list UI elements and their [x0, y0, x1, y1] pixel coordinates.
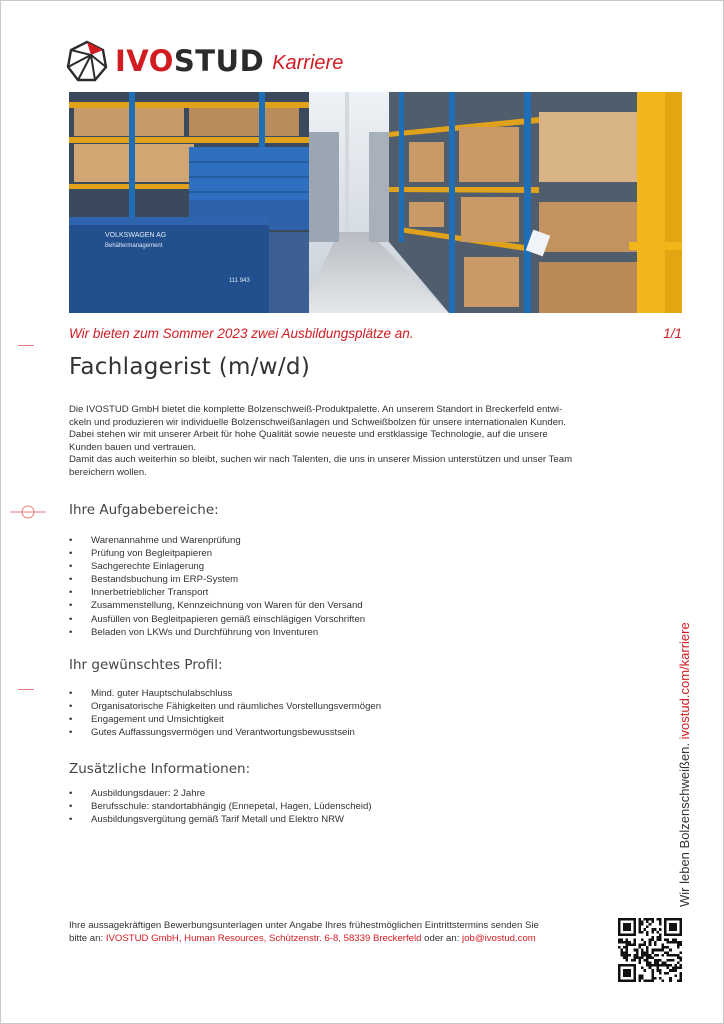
list-item: • Ausbildungsvergütung gemäß Tarif Metall und Elektro NRW: [69, 813, 372, 826]
vertical-slogan: [677, 622, 692, 907]
company-address: IVOSTUD GmbH, Human Resources, Schützenstr. 6-8, 58339 Breckerfeld: [105, 933, 422, 944]
slogan-text: Wir leben Bolzenschweißen.: [677, 742, 692, 907]
list-item: • Bestandsbuchung im ERP-System: [69, 573, 365, 586]
section-heading-profile: Ihr gewünschtes Profil:: [69, 657, 223, 673]
tasks-list: [69, 534, 365, 639]
brand-name-dark: STUD: [173, 44, 265, 78]
page-title: Fachlagerist (m/w/d): [69, 354, 311, 380]
intro-line: Damit das auch weiterhin so bleibt, suchen wir nach Talenten, die uns in unserer Mission unterstützen und unser Team: [69, 454, 573, 466]
section-heading-tasks: Ihre Aufgabebereiche:: [69, 502, 219, 518]
footer-line2: [69, 932, 589, 945]
subline: Wir bieten zum Sommer 2023 zwei Ausbildungsplätze an.: [69, 326, 414, 341]
warehouse-photo: [69, 92, 682, 313]
email-link[interactable]: job@ivostud.com: [462, 933, 536, 944]
list-item: • Sachgerechte Einlagerung: [69, 560, 365, 573]
footer-line1: Ihre aussagekräftigen Bewerbungsunterlagen unter Angabe Ihres frühestmöglichen Eintrittstermins senden Sie: [69, 920, 539, 931]
list-item: • Organisatorische Fähigkeiten und räumliches Vorstellungsvermögen: [69, 700, 381, 713]
intro-line: Dabei stehen wir mit unserer Arbeit für hohe Qualität sowie neueste und erstklassige Technologie, auf die unsere: [69, 429, 548, 441]
box-number: 111 943: [229, 278, 250, 284]
list-item: • Gutes Auffassungsvermögen und Verantwortungsbewusstsein: [69, 726, 381, 739]
list-item: • Ausbildungsdauer: 2 Jahre: [69, 787, 372, 800]
sign-line1: VOLKSWAGEN AG: [105, 232, 167, 239]
list-item: • Zusammenstellung, Kennzeichnung von Waren für den Versand: [69, 599, 365, 612]
ivostud-logo: [65, 38, 343, 84]
brand-name-red: IVO: [115, 44, 174, 78]
list-item: • Berufsschule: standortabhängig (Ennepetal, Hagen, Lüdenscheid): [69, 800, 372, 813]
qr-code-icon[interactable]: [618, 918, 682, 982]
section-heading-info: Zusätzliche Informationen:: [69, 761, 251, 777]
intro-line: ckeln und produzieren wir individuelle Bolzenschweißanlagen und Schweißbolzen für unsere internationalen Kunden.: [69, 416, 567, 428]
intro-line: bereichern wollen.: [69, 466, 147, 478]
fold-mark: [18, 689, 34, 690]
list-item: • Beladen von LKWs und Durchführung von Inventuren: [69, 626, 365, 639]
punch-mark-icon: [10, 505, 46, 519]
brand-name: [115, 44, 264, 78]
list-item: • Mind. guter Hauptschulabschluss: [69, 687, 381, 700]
career-url-link[interactable]: ivostud.com/karriere: [677, 622, 692, 740]
fold-mark: [18, 345, 34, 346]
list-item: • Innerbetrieblicher Transport: [69, 586, 365, 599]
list-item: • Engagement und Umsichtigkeit: [69, 713, 381, 726]
profile-list: [69, 687, 381, 739]
footer-contact: [69, 919, 589, 945]
ivostud-logo-icon: [65, 39, 109, 83]
page-number: 1/1: [663, 326, 682, 341]
list-item: • Ausfüllen von Begleitpapieren gemäß einschlägigen Vorschriften: [69, 613, 365, 626]
sign-line2: Behältermanagement: [105, 243, 163, 249]
footer-prefix: bitte an:: [69, 933, 104, 944]
footer-middle: oder an:: [424, 933, 460, 944]
intro-line: Die IVOSTUD GmbH bietet die komplette Bolzenschweiß-Produktpalette. An unserem Standort in Breckerfeld entwi-: [69, 404, 563, 415]
brand-tagline: Karriere: [272, 51, 344, 74]
info-list: [69, 787, 372, 826]
intro-text: [69, 404, 614, 480]
list-item: • Warenannahme und Warenprüfung: [69, 534, 365, 547]
list-item: • Prüfung von Begleitpapieren: [69, 547, 365, 560]
intro-line: Kunden bauen und vertrauen.: [69, 441, 196, 453]
